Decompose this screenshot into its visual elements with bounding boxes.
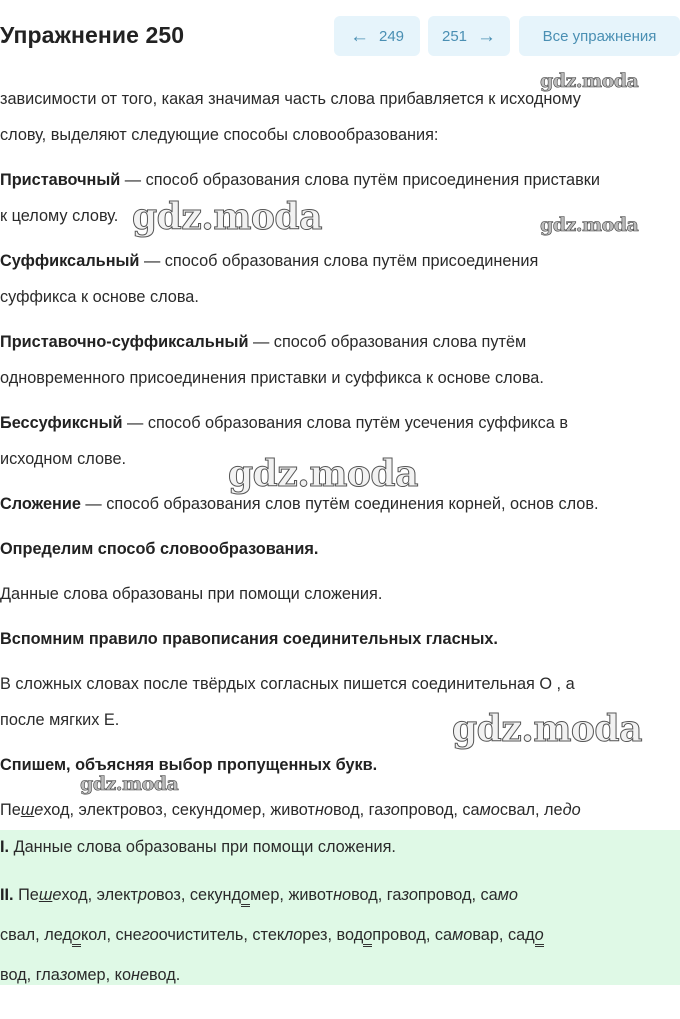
rule-line-2: после мягких Е. bbox=[0, 711, 120, 729]
rule-line-1: В сложных словах после твёрдых согласных пишется соединительная О , а bbox=[0, 675, 575, 693]
all-exercises-button[interactable] bbox=[519, 16, 680, 56]
method-prefix-suffix-cont: одновременного присоединения приставки и суффикса к основе слова. bbox=[0, 369, 544, 387]
answer-line-2: II. Пешеход, электровоз, секундомер, животновод, газопровод, само bbox=[0, 886, 518, 905]
page-bottom bbox=[0, 985, 680, 1019]
next-exercise-button[interactable] bbox=[428, 16, 510, 56]
method-suffix bbox=[0, 243, 680, 279]
answer-line-1-label: I. bbox=[0, 838, 10, 856]
header bbox=[0, 0, 680, 70]
words-line: Пешеход, электровоз, секундомер, животновод, газопровод, самосвал, ледо bbox=[0, 801, 581, 819]
heading-rule bbox=[0, 621, 680, 657]
answer-block bbox=[0, 830, 680, 985]
page-title: Упражнение 250 bbox=[0, 22, 185, 48]
watermark: gdz.moda bbox=[80, 773, 179, 795]
method-prefix-suffix-text: — способ образования слова путём bbox=[248, 333, 527, 351]
heading-define bbox=[0, 531, 680, 567]
method-nonsuffix-cont: исходном слове. bbox=[0, 450, 127, 468]
method-compound-text: — способ образования слов путём соединения корней, основ слов. bbox=[80, 495, 599, 513]
arrow-right-icon: → bbox=[477, 25, 497, 47]
method-nonsuffix-term: Бессуфиксный bbox=[0, 414, 123, 432]
method-prefix-suffix-term: Приставочно-суффиксальный bbox=[0, 333, 249, 351]
method-prefix bbox=[0, 162, 680, 198]
method-nonsuffix-text: — способ образования слова путём усечения суффикса в bbox=[122, 414, 568, 432]
answer-line-1 bbox=[0, 838, 396, 857]
all-exercises-label: Все упражнения bbox=[542, 27, 657, 45]
heading-define-text: Определим способ словообразования. bbox=[0, 540, 319, 558]
intro-line-1: зависимости от того, какая значимая часть слова прибавляется к исходному bbox=[0, 90, 581, 108]
watermark: gdz.moda bbox=[132, 196, 322, 238]
method-prefix-text: — способ образования слова путём присоединения приставки bbox=[120, 171, 600, 189]
answer-line-1-text: Данные слова образованы при помощи сложения. bbox=[9, 838, 396, 856]
intro-line-2: слову, выделяют следующие способы словообразования: bbox=[0, 126, 439, 144]
answer-line-4: вод, глазомер, коневод. bbox=[0, 966, 181, 984]
watermark: gdz.moda bbox=[452, 708, 642, 750]
arrow-left-icon: ← bbox=[349, 25, 369, 47]
method-prefix-cont: к целому слову. bbox=[0, 207, 119, 225]
heading-rule-text: Вспомним правило правописания соединительных гласных. bbox=[0, 630, 498, 648]
heading-copy-text: Спишем, объясняя выбор пропущенных букв. bbox=[0, 756, 378, 774]
answer-line-3: свал, ледокол, снегоочиститель, стеклорез, водопровод, самовар, садо bbox=[0, 926, 544, 945]
watermark: gdz.moda bbox=[540, 214, 639, 236]
method-prefix-suffix bbox=[0, 324, 680, 360]
paragraph-compound: Данные слова образованы при помощи сложения. bbox=[0, 585, 383, 603]
watermark: gdz.moda bbox=[228, 453, 418, 495]
next-exercise-label: 251 bbox=[441, 27, 468, 45]
prev-exercise-label: 249 bbox=[378, 27, 405, 45]
method-suffix-term: Суффиксальный bbox=[0, 252, 140, 270]
method-prefix-term: Приставочный bbox=[0, 171, 121, 189]
prev-exercise-button[interactable] bbox=[334, 16, 420, 56]
method-suffix-text: — способ образования слова путём присоединения bbox=[139, 252, 539, 270]
answer-line-2-label: II. bbox=[0, 886, 14, 904]
method-nonsuffix bbox=[0, 405, 680, 441]
method-suffix-cont: суффикса к основе слова. bbox=[0, 288, 199, 306]
watermark: gdz.moda bbox=[540, 70, 639, 92]
method-compound-term: Сложение bbox=[0, 495, 81, 513]
